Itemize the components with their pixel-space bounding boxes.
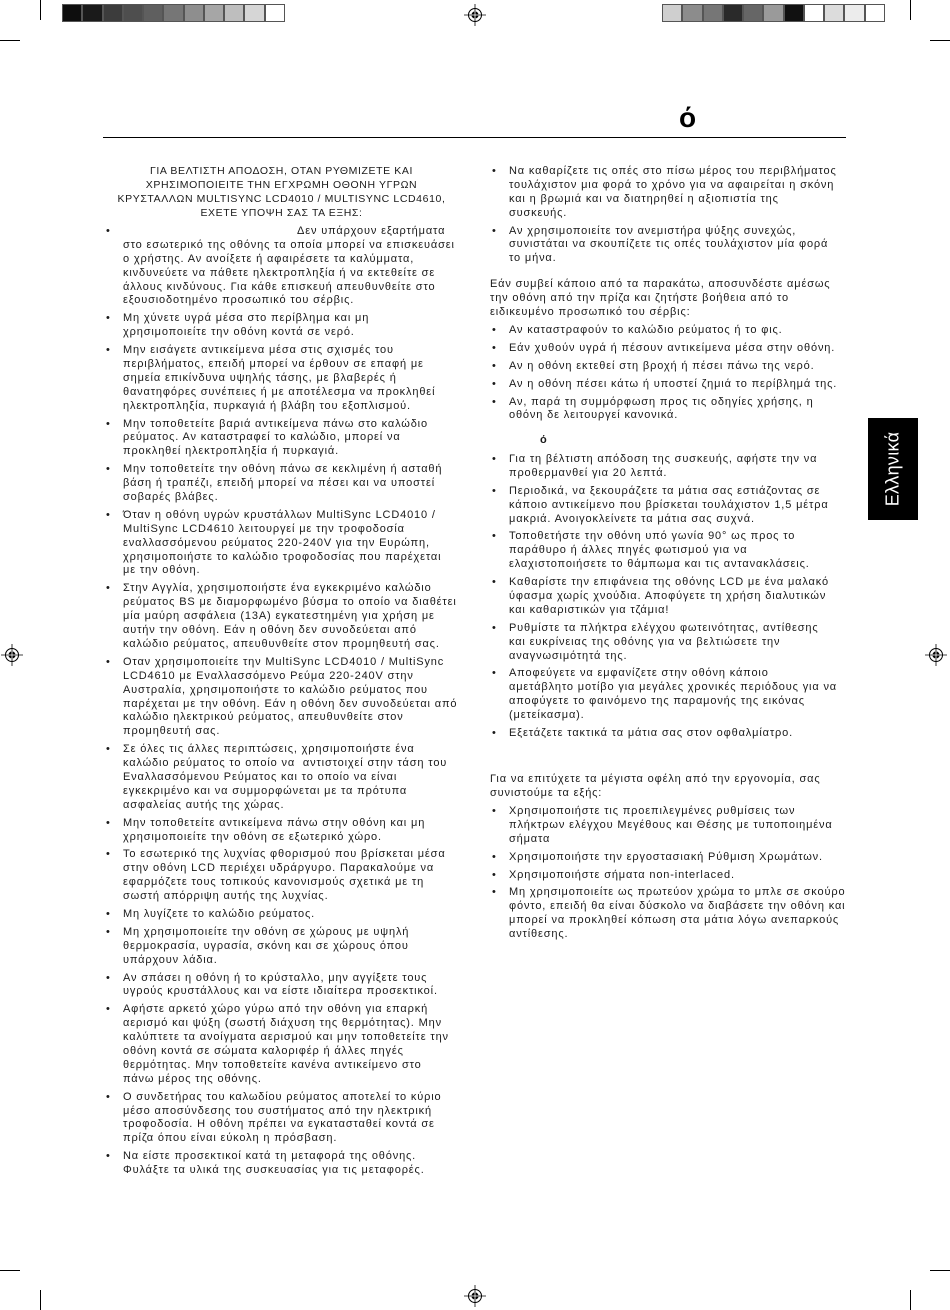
text-line: χρησιμοποιείτε την οθόνη σε εξωτερικό χώρο.: [123, 830, 382, 843]
text-line: Χρησιμοποιήστε την εργοστασιακή Ρύθμιση Χρωμάτων.: [509, 850, 823, 863]
text-line: κινδυνεύετε να πάθετε ηλεκτροπληξία ή να εκτεθείτε σε: [123, 266, 436, 279]
calibration-bar-left: [62, 4, 285, 22]
text-line: σοβαρές βλάβες.: [123, 491, 219, 504]
list-item-text: [509, 485, 837, 527]
text-line: Το εσωτερικό της λυχνίας φθορισμού που βρίσκεται μέσα: [123, 848, 446, 861]
list-item-text: [123, 817, 457, 845]
text-line: Μην τοποθετείτε την οθόνη πάνω σε κεκλιμένη ή ασταθή: [123, 463, 443, 476]
list-item: [106, 926, 457, 968]
text-line: με την οθόνη.: [123, 564, 201, 577]
list-item: [106, 972, 457, 1000]
text-line: μπορεί να προκληθεί κόπωση στα μάτια λόγω ανεπαρκούς: [509, 914, 840, 927]
text-line: εναλλασσόμενου ρεύματος 220-240V για την Ευρώπη,: [123, 536, 430, 549]
list-item: [492, 360, 837, 374]
text-line: ο χρήστης. Αν ανοίξετε ή αφαιρέσετε τα καλύμματα,: [123, 252, 415, 265]
list-item: [492, 869, 845, 883]
page-title: ό: [679, 102, 697, 133]
calibration-swatch: [143, 4, 163, 22]
registration-mark-icon: [925, 644, 947, 666]
text-line: Μη χρησιμοποιείτε την οθόνη σε χώρους με υψηλή: [123, 925, 410, 938]
list-item-text: [123, 1091, 457, 1147]
list-item-text: [509, 396, 837, 424]
text-line: στην οθόνη LCD περιέχει υδράργυρο. Παρακαλούμε να: [123, 862, 435, 875]
calibration-swatch: [865, 4, 885, 22]
list-item: [492, 576, 837, 618]
text-line: θανατηφόρες συνέπειες ή με αποτέλεσμα να προκληθεί: [123, 385, 436, 398]
text-line: ΧΡΗΣΙΜΟΠΟΙΕΙΤΕ ΤΗΝ ΕΓΧΡΩΜΗ ΟΘΟΝΗ ΥΓΡΩΝ: [145, 178, 418, 191]
bullet-icon: •: [492, 341, 496, 354]
unplug-conditions-list: [492, 324, 837, 423]
bullet-icon: •: [492, 530, 496, 543]
calibration-swatch: [844, 4, 864, 22]
text-line: αμετάβλητο μοτίβο για μεγάλες χρονικές περιόδους για να: [509, 681, 838, 694]
list-item: [492, 805, 845, 847]
text-line: ρεύματος BS με διαμορφωμένο βύσμα το οποίο να διαθέτει: [123, 596, 457, 609]
bullet-icon: •: [106, 971, 110, 984]
list-item: [106, 656, 457, 739]
list-item-text: [123, 926, 457, 968]
text-line: Αν, παρά τη συμμόρφωση προς τις οδηγίες χρήσης, η: [509, 395, 814, 408]
text-line: Σε όλες τις άλλες περιπτώσεις, χρησιμοποιήστε ένα: [123, 743, 415, 756]
list-item-text: [509, 530, 837, 572]
list-item-text: [123, 418, 457, 460]
text-line: και καθαριστικών για τζάμια!: [509, 603, 670, 616]
registration-mark-icon: [1, 644, 23, 666]
bullet-icon: •: [106, 1090, 110, 1103]
bullet-icon: •: [106, 1003, 110, 1016]
bullet-icon: •: [492, 727, 496, 740]
text-line: ειδικευμένο προσωπικό του σέρβις:: [490, 305, 691, 318]
bullet-icon: •: [492, 377, 496, 390]
title-divider: [103, 137, 846, 138]
registration-mark-icon: [464, 1285, 486, 1307]
text-line: χρησιμοποιήστε το καλώδιο τροφοδοσίας που παρέχεται: [123, 550, 442, 563]
text-line: Μη χρησιμοποιείτε ως πρωτεύον χρώμα το μπλε σε σκούρο: [509, 886, 846, 899]
text-line: και η βρωμιά και να διατηρηθεί η αξιοπιστία της: [509, 192, 779, 205]
list-item-text: [123, 1150, 457, 1178]
list-item-text: [123, 1003, 457, 1086]
text-line: ηλεκτροπληξία, πυρκαγιά ή βλάβη του εξοπλισμού.: [123, 399, 411, 412]
text-line: LCD4610 με Εναλλασσόμενο Ρεύμα 220-240V στην: [123, 669, 414, 682]
text-line: ύφασμα χωρίς χνούδια. Αποφύγετε τη χρήση διαλυτικών: [509, 590, 827, 603]
text-line: Ο συνδετήρας του καλωδίου ρεύματος αποτελεί το κύριο: [123, 1090, 442, 1103]
text-line: υγρούς κρυστάλλους και να είστε ιδιαίτερα προσεκτικοί.: [123, 985, 438, 998]
bullet-icon: •: [492, 621, 496, 634]
calibration-swatch: [804, 4, 824, 22]
list-item: [492, 378, 837, 392]
calibration-swatch: [103, 4, 123, 22]
bullet-icon: •: [492, 868, 496, 881]
list-item-text: [509, 165, 837, 221]
text-line: ασφαλείας αυτής της χώρας.: [123, 798, 285, 811]
crop-mark: [0, 40, 20, 41]
text-line: Μη χύνετε υγρά μέσα στο περίβλημα και μη: [123, 312, 370, 325]
list-item: [106, 344, 457, 413]
text-line: μέσο αποσύνδεσης του συστήματος από την ηλεκτρική: [123, 1104, 432, 1117]
calibration-swatch: [204, 4, 224, 22]
text-line: Οταν χρησιμοποιείτε την MultiSync LCD4010 / MultiSync: [123, 655, 445, 668]
calibration-swatch: [763, 4, 783, 22]
list-item: [106, 225, 457, 308]
calibration-swatch: [265, 4, 285, 22]
text-line: ΓΙΑ ΒΕΛΤΙΣΤΗ ΑΠΟΔΟΣΗ, ΟΤΑΝ ΡΥΘΜΙΖΕΤΕ ΚΑΙ: [149, 165, 414, 177]
list-item-text: [509, 225, 837, 267]
list-item-text: [509, 869, 845, 883]
bullet-icon: •: [492, 886, 496, 899]
calibration-swatch: [244, 4, 264, 22]
bullet-icon: •: [106, 848, 110, 861]
text-line: Να είστε προσεκτικοί κατά τη μεταφορά της οθόνης.: [123, 1150, 417, 1163]
list-item: [106, 418, 457, 460]
bullet-icon: •: [106, 417, 110, 430]
text-line: συνιστούμε τα εξής:: [490, 786, 603, 799]
safety-heading: [103, 165, 460, 221]
text-line: αντίθεσης.: [509, 928, 569, 941]
calibration-swatch: [784, 4, 804, 22]
text-line: Για τη βέλτιστη απόδοση της συσκευής, αφήστε την να: [509, 453, 818, 465]
text-line: Περιοδικά, να ξεκουράζετε τα μάτια σας εστιάζοντας σε: [509, 484, 821, 497]
text-line: περιβλήματος, επειδή μπορεί να έρθουν σε επαφή με: [123, 358, 424, 371]
bullet-icon: •: [106, 655, 110, 668]
text-line: συνιστάται να σκουπίζετε τις οπές τουλάχιστον μία φορά: [509, 238, 829, 251]
text-line: Αν χρησιμοποιείτε τον ανεμιστήρα ψύξης συνεχώς,: [509, 224, 797, 237]
list-item: [106, 582, 457, 651]
text-line: Μην τοποθετείτε βαριά αντικείμενα πάνω στο καλώδιο: [123, 417, 428, 430]
bullet-icon: •: [106, 508, 110, 521]
list-item: [492, 342, 837, 356]
text-line: Αν η οθόνη πέσει κάτω ή υποστεί ζημιά το περίβλημά της.: [509, 377, 838, 390]
bullet-icon: •: [492, 805, 496, 817]
maintenance-list: [492, 165, 837, 266]
list-item-text: [123, 225, 457, 308]
list-item-text: [509, 886, 845, 942]
bullet-icon: •: [492, 359, 496, 372]
list-item-text: [509, 667, 837, 723]
list-item-text: [123, 972, 457, 1000]
text-line: Μην εισάγετε αντικείμενα μέσα στις σχισμές του: [123, 344, 394, 357]
text-line: Αποφεύγετε να εμφανίζετε στην οθόνη κάποιο: [509, 667, 769, 680]
text-line: Μη λυγίζετε το καλώδιο ρεύματος.: [123, 907, 316, 920]
text-line: οθόνη δε λειτουργεί κανονικά.: [509, 409, 679, 422]
list-item-text: [509, 805, 845, 847]
bullet-icon: •: [492, 395, 496, 408]
text-line: στο εσωτερικό της οθόνης τα οποία μπορεί να επισκευάσει: [123, 238, 455, 251]
crop-mark: [930, 40, 950, 41]
text-line: θερμότητας. Μην τοποθετείτε κανένα αντικείμενο στο: [123, 1058, 422, 1071]
list-item-text: [123, 344, 457, 413]
text-line: Για να επιτύχετε τα μέγιστα οφέλη από την εργονομία, σας: [490, 773, 821, 785]
text-line: παρέχεται με την οθόνη. Εάν η οθόνη δεν συνοδεύεται από: [123, 697, 458, 710]
text-line: ρεύματος. Αν καταστραφεί το καλώδιο, μπορεί να: [123, 431, 401, 444]
text-line: θερμοκρασία, υγρασία, σκόνη και σε χώρους όπου: [123, 939, 409, 952]
comfort-tips-list: [492, 453, 837, 741]
bullet-icon: •: [106, 463, 110, 476]
bullet-icon: •: [106, 344, 110, 357]
text-line: Να καθαρίζετε τις οπές στο πίσω μέρος του περιβλήματος: [509, 165, 837, 177]
bullet-icon: •: [492, 324, 496, 336]
text-line: παράθυρο ή άλλες πηγές φωτισμού για να: [509, 544, 748, 557]
list-item-text: [123, 848, 457, 904]
text-line: ΚΡΥΣΤΑΛΛΩΝ MULTISYNC LCD4010 / MULTISYNC LCD4610,: [117, 192, 446, 205]
list-item-text: [509, 851, 845, 865]
text-line: ΕΧΕΤΕ ΥΠΟΨΗ ΣΑΣ ΤΑ ΕΞΗΣ:: [200, 206, 363, 219]
bullet-icon: •: [106, 225, 110, 237]
list-item: [492, 727, 837, 741]
bullet-icon: •: [492, 165, 496, 177]
list-item: [106, 463, 457, 505]
text-line: Αφήστε αρκετό χώρο γύρω από την οθόνη για επαρκή: [123, 1003, 429, 1016]
calibration-swatch: [123, 4, 143, 22]
text-line: Αυστραλία, χρησιμοποιήστε το καλώδιο ρεύματος που: [123, 683, 428, 696]
calibration-swatch: [224, 4, 244, 22]
calibration-swatch: [62, 4, 82, 22]
text-line: εξουσιοδοτημένο προσωπικό του σέρβις.: [123, 294, 355, 307]
text-line: προμηθευτή σας.: [123, 725, 221, 738]
calibration-bar-right: [662, 4, 885, 22]
text-line: υπάρχουν λάδια.: [123, 953, 218, 966]
list-item: [492, 453, 837, 481]
text-line: MultiSync LCD4610 λειτουργεί με την τροφοδοσία: [123, 522, 405, 535]
text-line: Μην τοποθετείτε αντικείμενα πάνω στην οθόνη και μη: [123, 816, 426, 829]
calibration-swatch: [824, 4, 844, 22]
text-line: καλώδιο ηλεκτρικού ρεύματος, απευθυνθείτε στον: [123, 711, 404, 724]
text-line: προθερμανθεί για 20 λεπτά.: [509, 466, 668, 479]
calibration-swatch: [163, 4, 183, 22]
list-item-text: [509, 622, 837, 664]
list-item: [106, 1150, 457, 1178]
text-line: πρίζα όπου είναι εύκολη η πρόσβαση.: [123, 1132, 338, 1145]
text-line: αναγνωσιμότητά της.: [509, 649, 628, 662]
text-line: Χρησιμοποιήστε τις προεπιλεγμένες ρυθμίσεις των: [509, 805, 796, 817]
text-line: Αν σπάσει η οθόνη ή το κρύσταλλο, μην αγγίξετε τους: [123, 971, 428, 984]
list-item: [492, 225, 837, 267]
list-item: [492, 851, 845, 865]
text-line: σωστή απόρριψη αυτής της λυχνίας.: [123, 890, 329, 903]
list-item: [106, 743, 457, 812]
bullet-icon: •: [106, 925, 110, 938]
text-line: καλώδιο ρεύματος το οποίο να αντιστοιχεί στην τάση του: [123, 757, 448, 770]
crop-mark: [930, 1270, 950, 1271]
section-subheading: ό: [540, 434, 547, 446]
text-line: ελαχιστοποιήσετε το θάμπωμα και τις αντανακλάσεις.: [509, 558, 810, 571]
list-item-text: [509, 360, 837, 374]
text-line: Εάν χυθούν υγρά ή πέσουν αντικείμενα μέσα στην οθόνη.: [509, 341, 836, 354]
list-item-text: [123, 509, 457, 578]
bullet-icon: •: [106, 1150, 110, 1163]
list-item: [492, 324, 837, 338]
bullet-icon: •: [106, 582, 110, 595]
text-line: προκληθεί ηλεκτροπληξία ή πυρκαγιά.: [123, 445, 340, 458]
text-line: σήματα: [509, 832, 551, 845]
ergonomics-intro: [490, 773, 821, 801]
list-item: [106, 848, 457, 904]
crop-mark: [910, 1290, 911, 1310]
text-line: Χρησιμοποιήστε σήματα non-interlaced.: [509, 868, 735, 881]
safety-list: [106, 225, 457, 1178]
list-item: [106, 509, 457, 578]
language-tab-label: Ελληνικά: [882, 431, 903, 507]
text-line: αποφύγετε το φαινόμενο της παραμονής της εικόνας: [509, 695, 805, 708]
bullet-icon: •: [106, 312, 110, 325]
text-line: Εξετάζετε τακτικά τα μάτια σας στον οφθαλμίατρο.: [509, 727, 794, 740]
text-line: κάποιο αντικείμενο που βρίσκεται τουλάχιστον 1,5 μέτρα: [509, 498, 829, 511]
text-line: καλύπτετε τα ανοίγματα αερισμού και μην τοποθετείτε την: [123, 1031, 449, 1044]
text-line: σημεία επικίνδυνα υψηλής τάσης, με βλαβερές ή: [123, 371, 397, 384]
text-line: την οθόνη από την πρίζα και ζητήστε βοήθεια από το: [490, 291, 789, 304]
list-item: [492, 530, 837, 572]
list-item: [492, 485, 837, 527]
text-line: άλλους κινδύνους. Για κάθε επισκευή απευθυνθείτε στο: [123, 280, 436, 293]
bullet-icon: •: [492, 484, 496, 497]
text-line: τουλάχιστον μια φορά το χρόνο για να αφαιρείται η σκόνη: [509, 178, 835, 191]
crop-mark: [0, 1270, 20, 1271]
text-line: Όταν η οθόνη υγρών κρυστάλλων MultiSync LCD4010 /: [123, 508, 436, 521]
text-line: τροφοδοσία. Η οθόνη πρέπει να εγκατασταθεί κοντά σε: [123, 1118, 435, 1131]
calibration-swatch: [682, 4, 702, 22]
text-line: πλήκτρων ελέγχου Μεγέθους και Θέσης με τυποποιημένα: [509, 818, 833, 831]
bullet-icon: •: [492, 453, 496, 465]
language-tab: [868, 418, 918, 520]
list-item: [492, 667, 837, 723]
list-item-text: [509, 378, 837, 392]
list-item: [492, 396, 837, 424]
list-item-text: [123, 463, 457, 505]
crop-mark: [40, 0, 41, 20]
bullet-icon: •: [492, 224, 496, 237]
list-item: [106, 908, 457, 922]
list-item-text: [509, 576, 837, 618]
text-line: φόντο, επειδή θα είναι δύσκολο να διαβάσετε την οθόνη και: [509, 900, 846, 913]
list-item: [106, 817, 457, 845]
text-line: Εάν συμβεί κάποιο από τα παρακάτω, αποσυνδέστε αμέσως: [490, 278, 831, 290]
list-item: [106, 312, 457, 340]
crop-mark: [910, 0, 911, 20]
list-item: [492, 165, 837, 221]
text-line: μακριά. Ανοιγοκλείνετε τα μάτια σας συχνά.: [509, 512, 755, 525]
list-item-text: [509, 342, 837, 356]
text-line: και ευκρίνειας της οθόνης για να βελτιώσετε την: [509, 635, 781, 648]
list-item-text: [509, 727, 837, 741]
text-line: Φυλάξτε τα υλικά της συσκευασίας για τις μεταφορές.: [123, 1164, 425, 1177]
registration-mark-icon: [464, 4, 486, 26]
text-line: οθόνη κοντά σε σώματα καλοριφέρ ή άλλες πηγές: [123, 1044, 404, 1057]
text-line: Αν καταστραφούν το καλώδιο ρεύματος ή το φις.: [509, 324, 783, 336]
text-line: (μετείκασμα).: [509, 709, 585, 722]
text-line: Εναλλασσόμενου Ρεύματος και το οποίο να είναι: [123, 770, 398, 783]
list-item-text: [509, 324, 837, 338]
list-item-text: [123, 908, 457, 922]
crop-mark: [40, 1290, 41, 1310]
list-item-text: [123, 656, 457, 739]
list-item-text: [509, 453, 837, 481]
text-line: το μήνα.: [509, 252, 557, 265]
bullet-icon: •: [492, 850, 496, 863]
list-item-text: [123, 312, 457, 340]
bullet-icon: •: [492, 667, 496, 680]
text-line: χρησιμοποιείτε την οθόνη κοντά σε νερό.: [123, 326, 355, 339]
text-line: καλώδιο ρεύματος, απευθυνθείτε στον προμηθευτή σας.: [123, 637, 440, 650]
calibration-swatch: [82, 4, 102, 22]
calibration-swatch: [723, 4, 743, 22]
text-line: εφαρμόζετε τους τοπικούς κανονισμούς σχετικά με τη: [123, 876, 425, 889]
text-line: μία μαύρη ασφάλεια (13A) εγκατεστημένη για χρήση με: [123, 610, 435, 623]
text-line: πάνω μέρος της οθόνης.: [123, 1072, 262, 1085]
text-line: εγκεκριμένο και να συμμορφώνεται με τα πρότυπα: [123, 784, 408, 797]
calibration-swatch: [743, 4, 763, 22]
calibration-swatch: [662, 4, 682, 22]
text-line: αερισμό και ψύξη (σωστή διάχυση της θερμότητας). Μην: [123, 1017, 442, 1030]
bullet-icon: •: [106, 816, 110, 829]
text-line: Δεν υπάρχουν εξαρτήματα: [297, 225, 446, 237]
bullet-icon: •: [106, 743, 110, 756]
text-line: Ρυθμίστε τα πλήκτρα ελέγχου φωτεινότητας, αντίθεσης: [509, 621, 819, 634]
list-item: [492, 886, 845, 942]
ergonomics-list: [492, 805, 845, 942]
unplug-instructions: [490, 278, 830, 320]
text-line: Αν η οθόνη εκτεθεί στη βροχή ή πέσει πάνω της νερό.: [509, 359, 815, 372]
text-line: Στην Αγγλία, χρησιμοποιήστε ένα εγκεκριμένο καλώδιο: [123, 582, 432, 595]
text-line: βάση ή τραπέζι, επειδή μπορεί να πέσει και να υποστεί: [123, 477, 436, 490]
bullet-icon: •: [492, 576, 496, 589]
text-line: Καθαρίστε την επιφάνεια της οθόνης LCD με ένα μαλακό: [509, 576, 829, 589]
list-item: [106, 1003, 457, 1086]
list-item: [492, 622, 837, 664]
calibration-swatch: [703, 4, 723, 22]
text-line: αυτήν την οθόνη. Εάν η οθόνη δεν συνοδεύεται από: [123, 624, 417, 637]
calibration-swatch: [184, 4, 204, 22]
list-item: [106, 1091, 457, 1147]
list-item-text: [123, 743, 457, 812]
bullet-icon: •: [106, 907, 110, 920]
text-line: Τοποθετήστε την οθόνη υπό γωνία 90° ως προς το: [509, 530, 796, 543]
list-item-text: [123, 582, 457, 651]
text-line: συσκευής.: [509, 206, 568, 219]
